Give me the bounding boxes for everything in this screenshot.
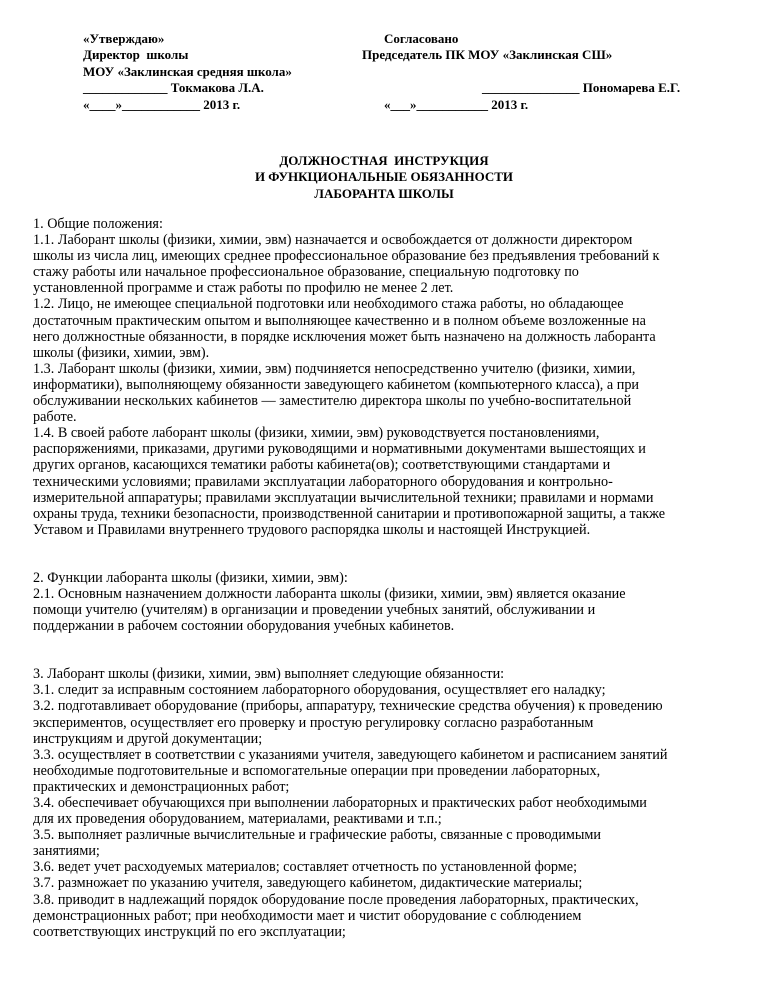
text-line: 3.5. выполняет различные вычислительные и графические работы, связанные с проводимыми	[33, 827, 602, 844]
text-line: других органов, касающихся тематики работы кабинета(ов); соответствующими стандартами и	[33, 457, 611, 474]
agreement-signature-line: _______________ Пономарева Е.Г.	[482, 80, 681, 96]
text-line: 3.4. обеспечивает обучающихся при выполнении лабораторных и практических работ необходимыми	[33, 795, 647, 811]
agreement-date-line: «___»___________ 2013 г.	[384, 96, 529, 112]
title-line: ДОЛЖНОСТНАЯ ИНСТРУКЦИЯ	[279, 153, 489, 168]
text-line: достаточным практическим опытом и выполняющее качественно и в полном объеме возложенные на	[33, 312, 646, 329]
text-line: демонстрационных работ; при необходимости мает и чистит оборудование с соблюдением	[33, 907, 582, 924]
text-line: него должностные обязанности, в порядке исключения может быть назначено на должность лаборанта	[33, 328, 656, 345]
section-spacer	[33, 538, 743, 570]
title-line: И ФУНКЦИОНАЛЬНЫЕ ОБЯЗАННОСТИ	[254, 169, 514, 185]
text-line: стажу работы или начальное профессиональное образование, специальную подготовку по	[33, 264, 579, 281]
document-title	[0, 153, 768, 202]
approval-line: МОУ «Заклинская средняя школа»	[83, 63, 292, 79]
text-line: охраны труда, техники безопасности, производственной санитарии и противопожарной защиты, а также	[33, 505, 666, 522]
text-line: 3.3. осуществляет в соответствии с указаниями учителя, заведующего кабинетом и расписанием занятий	[33, 746, 668, 763]
text-line: соответствующих инструкций по его эксплуатации;	[33, 923, 346, 940]
agreement-line: Согласовано	[384, 31, 459, 46]
text-line: необходимые подготовительные и вспомогательные операции при проведении лабораторных,	[33, 762, 601, 779]
title-line: ЛАБОРАНТА ШКОЛЫ	[314, 185, 454, 201]
agreement-block	[362, 31, 680, 113]
approval-line: Директор школы	[83, 47, 189, 63]
text-line: практических и демонстрационных работ;	[33, 778, 290, 795]
text-line: инструкциям и другой документации;	[33, 730, 263, 747]
text-line: 1.2. Лицо, не имеющее специальной подготовки или необходимого стажа работы, но обладающее	[33, 296, 624, 313]
text-line: 3.6. ведет учет расходуемых материалов; составляет отчетность по установленной форме;	[33, 859, 578, 876]
text-line: 3.2. подготавливает оборудование (приборы, аппаратуру, технические средства обучения) к проведению	[33, 698, 663, 715]
text-line: 1.1. Лаборант школы (физики, химии, эвм) назначается и освобождается от должности директором	[33, 232, 633, 249]
section-general	[33, 216, 743, 538]
approval-line: «Утверждаю»	[83, 31, 165, 46]
text-line: техническими условиями; правилами эксплуатации лабораторного оборудования и контрольно-	[33, 473, 613, 490]
text-line: 1.4. В своей работе лаборант школы (физики, химии, эвм) руководствуется постановлениями,	[33, 425, 600, 442]
text-line: установленной программе и стаж работы по профилю не менее 2 лет.	[33, 280, 454, 297]
approval-date-line: «____»____________ 2013 г.	[83, 96, 241, 112]
section-functions	[33, 570, 743, 634]
text-line: 3.8. приводит в надлежащий порядок оборудование после проведения лабораторных, практических,	[33, 891, 639, 908]
text-line: информатики), выполняющему обязанности заведующего кабинетом (компьютерного класса), а при	[33, 376, 640, 393]
approval-block	[83, 31, 292, 113]
text-line: Уставом и Правилами внутреннего трудового распорядка школы и настоящей Инструкцией.	[33, 521, 591, 538]
text-line: экспериментов, осуществляет его проверку и простую регулировку согласно разработанным	[33, 714, 594, 731]
agreement-line: Председатель ПК МОУ «Заклинская СШ»	[362, 47, 613, 63]
text-line: измерительной аппаратуры; правилами эксплуатации вычислительной техники; правилами и нормами	[33, 489, 654, 506]
text-line: помощи учителю (учителям) в организации и проведении учебных занятий, обслуживании и	[33, 602, 596, 619]
text-line: работе.	[33, 409, 77, 426]
text-line: 3. Лаборант школы (физики, химии, эвм) выполняет следующие обязанности:	[33, 666, 505, 683]
approval-signature-line: _____________ Токмакова Л.А.	[83, 80, 264, 96]
text-line: 3.1. следит за исправным состоянием лабораторного оборудования, осуществляет его наладку;	[33, 682, 606, 699]
text-line: 2. Функции лаборанта школы (физики, химии, эвм):	[33, 569, 348, 586]
text-line: поддержании в рабочем состоянии оборудования учебных кабинетов.	[33, 618, 455, 635]
document-body	[33, 216, 743, 940]
text-line: обслуживании нескольких кабинетов — заместителю директора школы по учебно-воспитательной	[33, 393, 632, 410]
text-line: 1. Общие положения:	[33, 216, 163, 232]
section-spacer	[33, 634, 743, 666]
text-line: школы (физики, химии, эвм).	[33, 344, 210, 361]
text-line: 3.7. размножает по указанию учителя, заведующего кабинетом, дидактические материалы;	[33, 875, 583, 892]
section-duties	[33, 666, 743, 940]
text-line: 1.3. Лаборант школы (физики, химии, эвм) подчиняется непосредственно учителю (физики, химии,	[33, 360, 636, 377]
text-line: для их проведения оборудованием, материалами, реактивами и т.п.;	[33, 811, 442, 828]
text-line: занятиями;	[33, 843, 100, 860]
text-line: школы из числа лиц, имеющих среднее профессиональное образование без предъявления требований к	[33, 248, 660, 265]
text-line: распоряжениями, приказами, другими руководящими и нормативными документами вышестоящих и	[33, 441, 646, 458]
text-line: 2.1. Основным назначением должности лаборанта школы (физики, химии, эвм) является оказание	[33, 585, 626, 602]
